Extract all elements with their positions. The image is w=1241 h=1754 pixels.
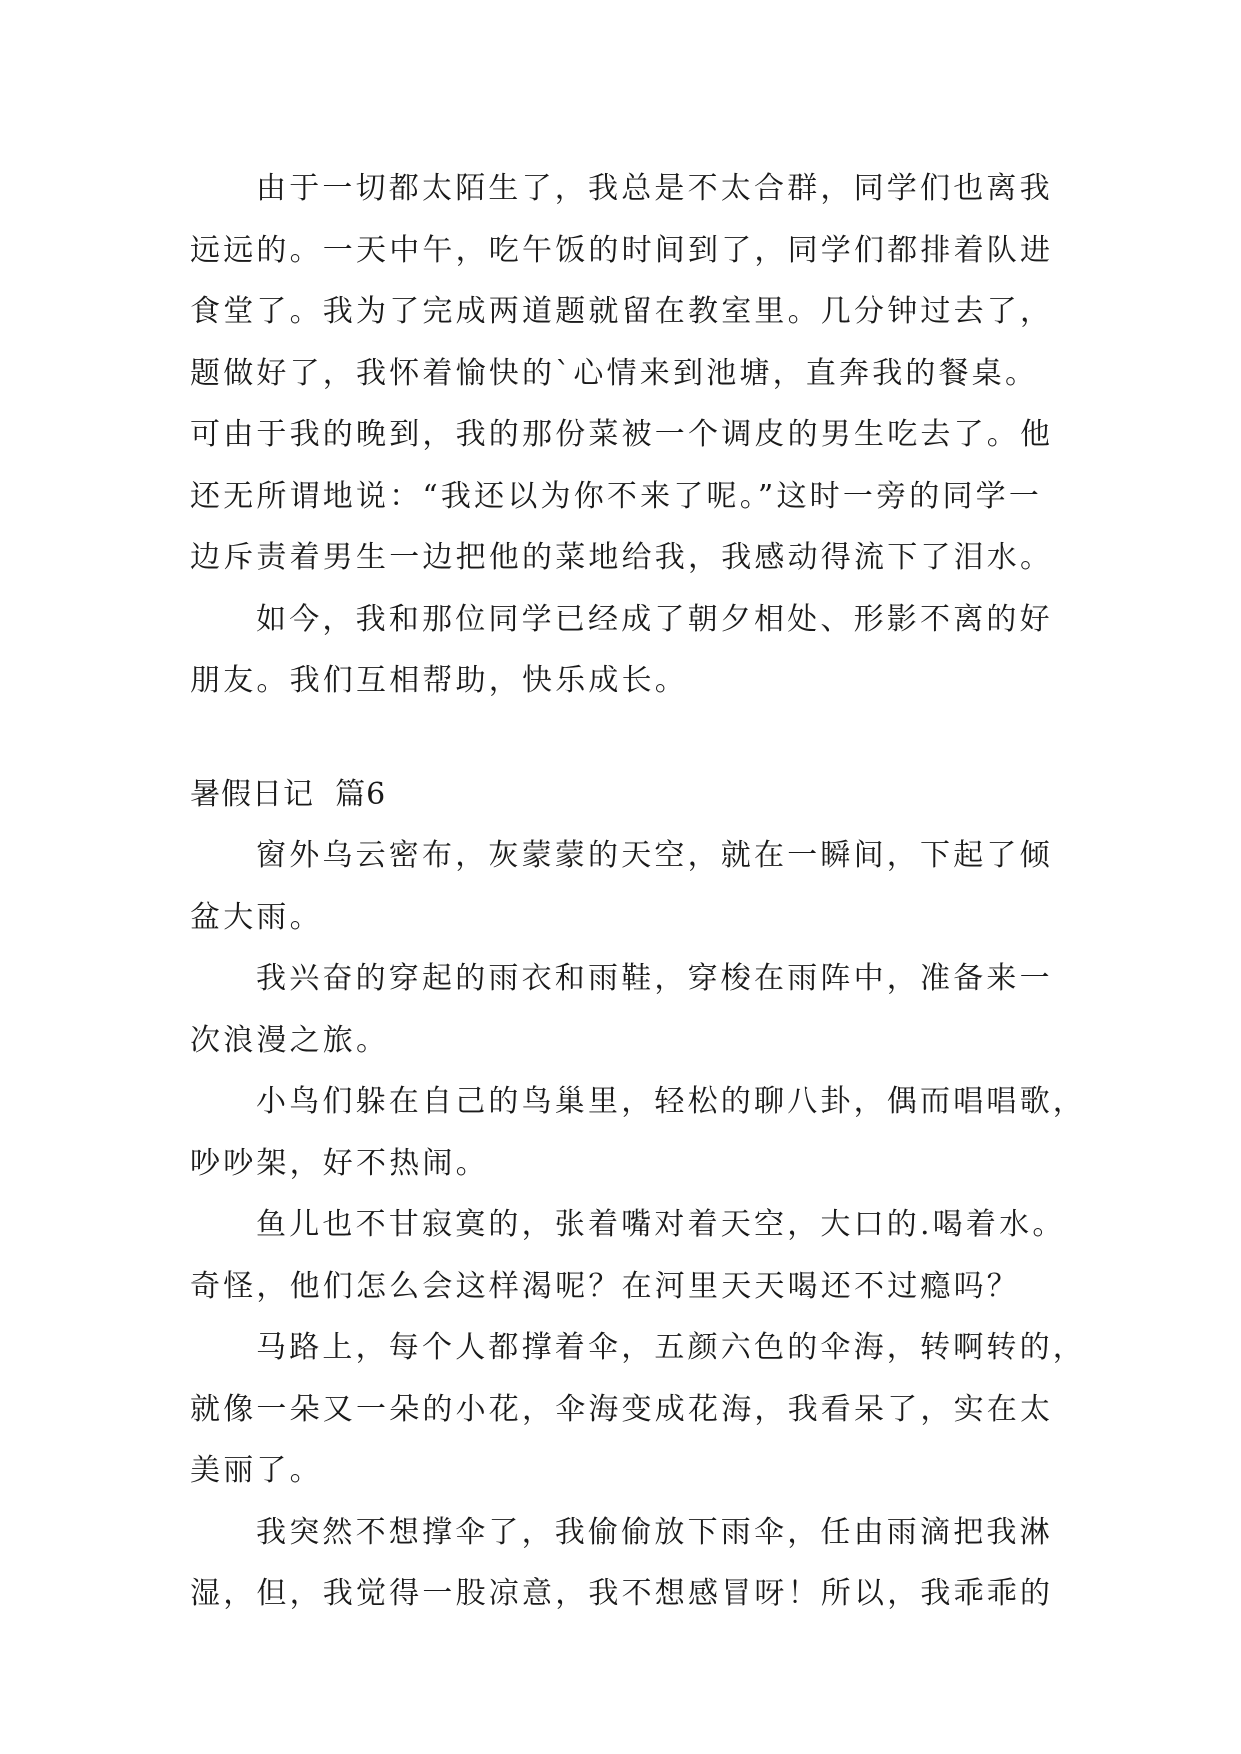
text-line: 小鸟们躲在自己的鸟巢里，轻松的聊八卦，偶而唱唱歌， — [256, 1084, 1086, 1119]
text-line: 食堂了。我为了完成两道题就留在教室里。几分钟过去了， — [190, 294, 1054, 329]
text-line: 鱼儿也不甘寂寞的，张着嘴对着天空，大口的.喝着水。 — [256, 1207, 1066, 1242]
text-line: 我兴奋的穿起的雨衣和雨鞋，穿梭在雨阵中，准备来一 — [256, 961, 1053, 996]
text-line: 如今，我和那位同学已经成了朝夕相处、形影不离的好 — [256, 601, 1053, 637]
text-line: 边斥责着男生一边把他的菜地给我，我感动得流下了泪水。 — [190, 540, 1054, 575]
paragraph — [190, 1502, 1054, 1625]
text-line: 可由于我的晚到，我的那份菜被一个调皮的男生吃去了。他 — [190, 417, 1054, 452]
paragraph — [190, 158, 1054, 589]
paragraph — [190, 589, 1053, 712]
section-title: 暑假日记 篇6 — [190, 776, 387, 812]
text-line: 朋友。我们互相帮助，快乐成长。 — [190, 663, 688, 698]
paragraph — [190, 825, 1053, 948]
text-line: 湿，但，我觉得一股凉意，我不想感冒呀！所以，我乖乖的 — [190, 1576, 1054, 1611]
text-line: 马路上，每个人都撑着伞，五颜六色的伞海，转啊转的， — [256, 1330, 1086, 1365]
text-line: 我突然不想撑伞了，我偷偷放下雨伞，任由雨滴把我淋 — [256, 1514, 1053, 1550]
paragraph — [190, 1317, 1086, 1502]
text-line: 由于一切都太陌生了，我总是不太合群，同学们也离我 — [256, 171, 1053, 206]
text-line: 奇怪，他们怎么会这样渴呢？在河里天天喝还不过瘾吗？ — [190, 1268, 1020, 1304]
paragraph — [190, 948, 1053, 1071]
text-line: 远远的。一天中午，吃午饭的时间到了，同学们都排着队进 — [190, 232, 1054, 268]
paragraph — [190, 1071, 1086, 1194]
text-line: 吵吵架，好不热闹。 — [190, 1145, 489, 1181]
text-line: 美丽了。 — [190, 1453, 323, 1488]
text-line: 窗外乌云密布，灰蒙蒙的天空，就在一瞬间，下起了倾 — [256, 838, 1053, 873]
text-line: 盆大雨。 — [190, 899, 323, 935]
text-line: 题做好了，我怀着愉快的`心情来到池塘，直奔我的餐桌。 — [190, 355, 1039, 391]
text-line: 次浪漫之旅。 — [190, 1022, 390, 1058]
paragraph — [190, 1194, 1066, 1317]
text-line: 就像一朵又一朵的小花，伞海变成花海，我看呆了，实在太 — [190, 1391, 1054, 1427]
document-body — [190, 158, 1086, 1625]
section-spacer — [190, 712, 1050, 764]
text-line: 还无所谓地说：“我还以为你不来了呢。”这时一旁的同学一 — [190, 478, 1043, 514]
